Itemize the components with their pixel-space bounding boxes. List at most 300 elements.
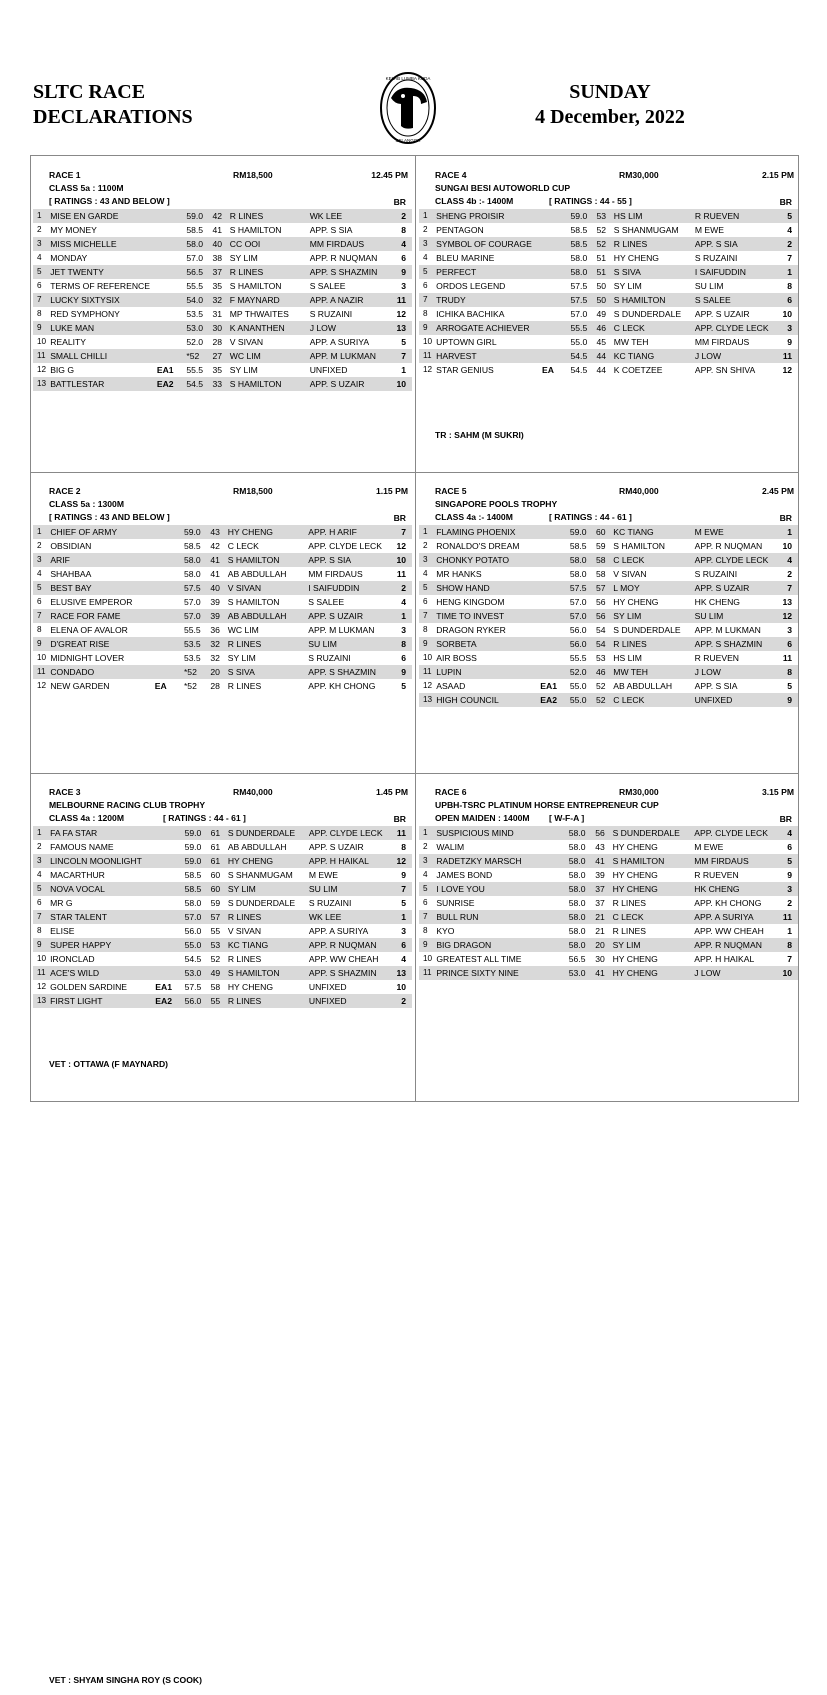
trainer: R LINES	[224, 994, 309, 1008]
runner-row	[419, 924, 798, 938]
runner-number: 12	[37, 365, 47, 374]
jockey: APP. S UZAIR	[694, 309, 750, 319]
barrier: 8	[773, 938, 798, 952]
rating: 43	[210, 525, 223, 539]
weight: 57.0	[570, 609, 596, 623]
entry-tag	[155, 854, 184, 868]
rating: 60	[211, 882, 224, 896]
jockey: WK LEE	[310, 209, 388, 223]
barrier: 6	[774, 293, 798, 307]
trainer: R LINES	[610, 237, 695, 251]
runner-number: 9	[419, 321, 436, 335]
weight: 58.0	[184, 553, 210, 567]
horse-name: GOLDEN SARDINE	[50, 982, 128, 992]
jockey: R RUEVEN	[695, 209, 774, 223]
runner-number: 5	[419, 882, 436, 896]
trainer: S HAMILTON	[226, 377, 310, 391]
barrier: 1	[401, 365, 406, 375]
runner-row	[33, 637, 412, 651]
runner-number: 6	[37, 898, 42, 907]
horse-name: ELUSIVE EMPEROR	[50, 597, 133, 607]
horse-name: ARROGATE ACHIEVER	[436, 321, 542, 335]
rating: 61	[211, 826, 224, 840]
horse-name: NEW GARDEN	[50, 681, 110, 691]
runner-number: 7	[419, 910, 436, 924]
weight: 52.0	[570, 665, 596, 679]
trainer: KC TIANG	[224, 938, 309, 952]
runner-number: 10	[37, 954, 47, 963]
race-class-row	[419, 812, 798, 825]
horse-name: LUCKY SIXTYSIX	[50, 293, 157, 307]
entry-tag	[542, 251, 571, 265]
rating: 40	[213, 237, 226, 251]
runner-row	[33, 349, 412, 363]
entry-tag	[542, 293, 571, 307]
trainer: MW TEH	[609, 665, 694, 679]
horse-name: MR HANKS	[436, 569, 482, 579]
runner-number: 6	[423, 597, 428, 606]
horse-name: SHAHBAA	[50, 569, 92, 579]
horse-name: I LOVE YOU	[436, 882, 541, 896]
rating: 51	[596, 253, 607, 263]
runner-row	[33, 826, 412, 840]
weight: 55.0	[570, 693, 596, 707]
weight: 59.0	[185, 854, 211, 868]
trainer: V SIVAN	[229, 337, 264, 347]
trainer: KC TIANG	[609, 525, 694, 539]
jockey: APP. S UZAIR	[695, 581, 774, 595]
rating: 41	[210, 569, 220, 579]
race-date-value: 4 December, 2022	[535, 106, 685, 128]
rating: 41	[212, 225, 223, 235]
entry-tag	[540, 553, 570, 567]
rating: 49	[596, 309, 607, 319]
entry-tag	[541, 896, 569, 910]
barrier: 5	[401, 898, 406, 908]
trainer: HY CHENG	[224, 525, 309, 539]
trainer: AB ABDULLAH	[613, 681, 673, 691]
rating: 53	[211, 938, 224, 952]
horse-name: SUNRISE	[436, 898, 475, 908]
entry-tag	[155, 896, 184, 910]
runner-number: 11	[419, 966, 436, 980]
entry-tag	[541, 952, 569, 966]
runner-row	[33, 307, 412, 321]
jockey: APP. M LUKMAN	[310, 349, 388, 363]
race-time: 2.15 PM	[761, 170, 794, 180]
runner-row	[33, 679, 412, 693]
runner-number: 5	[33, 581, 50, 595]
weight: 58.0	[569, 938, 595, 952]
entry-tag	[540, 623, 570, 637]
trainer: R LINES	[612, 898, 646, 908]
trainer: S DUNDERDALE	[613, 625, 681, 635]
trainer: CC OOI	[226, 237, 310, 251]
horse-name: UPTOWN GIRL	[436, 337, 497, 347]
barrier: 11	[773, 910, 798, 924]
jockey: S SALEE	[695, 293, 774, 307]
rating: 32	[210, 637, 223, 651]
barrier: 7	[774, 581, 798, 595]
runner-number: 3	[33, 237, 50, 251]
trainer: S HAMILTON	[229, 225, 282, 235]
horse-name: HIGH COUNCIL	[436, 693, 540, 707]
runners-table	[33, 525, 412, 693]
race-header	[33, 484, 412, 498]
rating: 55	[210, 926, 221, 936]
weight: 57.0	[184, 609, 210, 623]
rating: 20	[595, 938, 608, 952]
runner-number: 5	[33, 265, 50, 279]
rating: 35	[212, 281, 223, 291]
race-time: 2.45 PM	[761, 486, 794, 496]
runner-number: 3	[419, 237, 436, 251]
trainer: K COETZEE	[613, 365, 663, 375]
horse-name: RADETZKY MARSCH	[436, 854, 541, 868]
rating: 54	[596, 637, 609, 651]
race-trophy: MELBOURNE RACING CLUB TROPHY	[49, 800, 206, 810]
trainer: SY LIM	[229, 365, 258, 375]
trainer: SY LIM	[227, 653, 256, 663]
runner-number: 1	[33, 525, 50, 539]
jockey: I SAIFUDDIN	[308, 581, 387, 595]
trainer: S SIVA	[610, 265, 695, 279]
runner-number: 6	[423, 281, 428, 290]
trainer: S HAMILTON	[229, 281, 282, 291]
horse-name: ELENA OF AVALOR	[50, 625, 128, 635]
runner-row	[419, 665, 798, 679]
trainer: V SIVAN	[227, 926, 262, 936]
rating: 56	[595, 826, 608, 840]
trainer: HY CHENG	[612, 870, 658, 880]
entry-tag: EA2	[155, 994, 184, 1008]
jockey: SU LIM	[695, 609, 774, 623]
rating: 43	[595, 842, 605, 852]
jockey: SU LIM	[309, 882, 388, 896]
trainer: AB ABDULLAH	[227, 569, 287, 579]
trainer: C LECK	[609, 693, 694, 707]
jockey: S SALEE	[308, 597, 345, 607]
trainer: SY LIM	[224, 882, 309, 896]
jockey: APP. CLYDE LECK	[309, 826, 388, 840]
rating: 61	[210, 842, 221, 852]
jockey: UNFIXED	[309, 365, 348, 375]
runner-row	[419, 693, 798, 707]
weight: 57.5	[570, 581, 596, 595]
jockey: APP. A SURIYA	[309, 337, 370, 347]
rating: 30	[213, 321, 226, 335]
runner-number: 7	[33, 910, 50, 924]
runner-row	[33, 567, 412, 581]
race-ratings-row	[33, 511, 412, 524]
race-header	[419, 785, 798, 799]
weight: 56.0	[185, 994, 211, 1008]
race-trophy: SINGAPORE POOLS TROPHY	[435, 499, 558, 509]
barrier: 7	[388, 882, 412, 896]
rating: 51	[597, 265, 610, 279]
entry-tag	[541, 840, 569, 854]
horse-name: SHENG PROISIR	[436, 209, 542, 223]
runner-number: 10	[423, 337, 433, 346]
club-logo	[377, 68, 439, 148]
jockey: APP. KH CHONG	[694, 898, 762, 908]
runner-row	[419, 938, 798, 952]
runner-row	[419, 595, 798, 609]
runner-row	[419, 307, 798, 321]
runner-row	[419, 840, 798, 854]
rating: 58	[596, 553, 609, 567]
rating: 44	[596, 365, 607, 375]
entry-tag	[157, 349, 187, 363]
jockey: SU LIM	[308, 637, 387, 651]
race-ratings-row	[33, 195, 412, 208]
barrier: 10	[782, 541, 792, 551]
weight: 58.0	[569, 826, 595, 840]
barrier-header: BR	[779, 513, 792, 523]
jockey: UNFIXED	[695, 693, 774, 707]
runner-row	[33, 868, 412, 882]
horse-name: BATTLESTAR	[50, 377, 157, 391]
weight: 56.0	[570, 637, 596, 651]
rating: 57	[211, 910, 224, 924]
runner-number: 3	[33, 854, 50, 868]
trainer: R LINES	[227, 681, 262, 691]
barrier: 2	[774, 237, 798, 251]
runner-row	[33, 539, 412, 553]
runner-row	[33, 966, 412, 980]
trainer: S HAMILTON	[610, 293, 695, 307]
trainer: HY CHENG	[227, 982, 274, 992]
rating: 46	[597, 321, 610, 335]
rating: 50	[597, 293, 610, 307]
entry-tag	[541, 910, 569, 924]
rating: 30	[595, 954, 605, 964]
trainer: HY CHENG	[609, 966, 695, 980]
rating: 44	[597, 349, 610, 363]
race-class: CLASS 4a :- 1400M	[435, 512, 513, 522]
runner-number: 13	[419, 693, 436, 707]
entry-tag	[541, 826, 569, 840]
runner-row	[419, 826, 798, 840]
jockey: APP. M LUKMAN	[308, 625, 375, 635]
rating: 58	[596, 569, 606, 579]
title-line-1: SLTC RACE	[33, 81, 146, 103]
horse-name: ASAAD	[436, 681, 466, 691]
jockey: S RUZAINI	[694, 253, 738, 263]
runner-row	[33, 525, 412, 539]
jockey: APP. CLYDE LECK	[308, 541, 382, 551]
jockey: APP. S SIA	[309, 225, 353, 235]
race-block	[419, 785, 798, 1695]
race-prize: RM30,000	[619, 170, 659, 180]
rating: 42	[210, 541, 220, 551]
rating: 45	[596, 337, 607, 347]
entry-tag	[541, 868, 569, 882]
entry-tag: EA1	[155, 982, 172, 992]
runner-row	[419, 854, 798, 868]
trainer: HY CHENG	[609, 882, 695, 896]
horse-name: TRUDY	[436, 293, 542, 307]
horse-name: MISS MICHELLE	[50, 237, 157, 251]
barrier: 1	[388, 910, 412, 924]
barrier: 4	[388, 237, 412, 251]
trainer: S HAMILTON	[613, 541, 666, 551]
runner-row	[419, 868, 798, 882]
barrier: 3	[787, 625, 792, 635]
horse-name: RONALDO'S DREAM	[436, 541, 520, 551]
entry-tag	[155, 924, 184, 938]
weight: 59.0	[570, 525, 596, 539]
entry-tag: EA1	[156, 365, 174, 375]
weight: 55.0	[185, 938, 211, 952]
horse-name: CHIEF OF ARMY	[50, 525, 154, 539]
weight: 53.0	[569, 966, 595, 980]
runner-row	[33, 553, 412, 567]
trainer: S HAMILTON	[227, 597, 280, 607]
barrier: 12	[396, 541, 406, 551]
jockey: APP. S UZAIR	[308, 842, 364, 852]
jockey: M EWE	[694, 842, 724, 852]
weight: 56.0	[184, 926, 202, 936]
horse-name: HENG KINGDOM	[436, 597, 505, 607]
race-prize: RM40,000	[619, 486, 659, 496]
runner-row	[33, 209, 412, 223]
runner-number: 11	[33, 966, 50, 980]
barrier: 2	[387, 581, 412, 595]
barrier: 3	[401, 926, 406, 936]
horse-name: SUPER HAPPY	[50, 938, 155, 952]
weight: 56.0	[569, 625, 587, 635]
runner-number: 8	[37, 926, 42, 935]
runner-number: 12	[423, 365, 433, 374]
runner-row	[419, 539, 798, 553]
weight: 58.0	[568, 870, 586, 880]
entry-tag	[540, 609, 570, 623]
horse-name: SUSPICIOUS MIND	[436, 826, 541, 840]
trainer: R LINES	[227, 954, 262, 964]
entry-tag	[541, 854, 569, 868]
race-day: SUNDAY	[569, 81, 651, 103]
horse-name: SMALL CHILLI	[50, 349, 157, 363]
trainer: S DUNDERDALE	[609, 826, 695, 840]
runner-number: 2	[37, 842, 42, 851]
runner-row	[419, 279, 798, 293]
trainer: C LECK	[609, 553, 694, 567]
jockey: MM FIRDAUS	[694, 854, 773, 868]
race-time: 1.15 PM	[375, 486, 408, 496]
entry-tag	[155, 840, 184, 854]
runner-row	[33, 293, 412, 307]
barrier: 11	[774, 349, 798, 363]
horse-name: CONDADO	[50, 665, 154, 679]
entry-tag	[541, 882, 569, 896]
runner-row	[419, 223, 798, 237]
barrier: 2	[388, 994, 412, 1008]
jockey: MM FIRDAUS	[694, 337, 750, 347]
runner-number: 12	[423, 681, 433, 690]
runner-number: 11	[33, 349, 50, 363]
runner-row	[419, 651, 798, 665]
rating: 53	[597, 209, 610, 223]
rating: 37	[595, 882, 608, 896]
runner-number: 8	[423, 309, 428, 318]
runner-number: 6	[37, 597, 42, 606]
jockey: WK LEE	[309, 910, 388, 924]
jockey: R RUEVEN	[694, 870, 739, 880]
weight: 58.0	[569, 910, 595, 924]
runner-row	[33, 854, 412, 868]
rating: 31	[212, 309, 223, 319]
weight: 58.0	[570, 553, 596, 567]
jockey: APP. H ARIF	[308, 525, 387, 539]
rating: 37	[595, 898, 605, 908]
rating: 60	[210, 870, 221, 880]
jockey: APP. S UZAIR	[310, 377, 388, 391]
trainer: HY CHENG	[224, 854, 309, 868]
runner-row	[33, 363, 412, 377]
runner-row	[33, 665, 412, 679]
horse-name: FAMOUS NAME	[50, 842, 114, 852]
trainer: SY LIM	[609, 609, 694, 623]
rating: 53	[596, 653, 606, 663]
runner-number: 13	[33, 377, 50, 391]
runner-number: 9	[419, 938, 436, 952]
entry-tag	[155, 525, 184, 539]
runner-number: 7	[419, 293, 436, 307]
runner-number: 2	[37, 225, 42, 234]
barrier-header: BR	[779, 814, 792, 824]
entry-tag	[157, 251, 187, 265]
barrier: 13	[782, 597, 792, 607]
jockey: APP. S SHAZMIN	[309, 966, 388, 980]
jockey: APP. S SIA	[695, 237, 774, 251]
runner-number: 1	[33, 209, 50, 223]
entry-tag	[155, 882, 184, 896]
trainer: WC LIM	[227, 625, 259, 635]
rating: 41	[595, 854, 608, 868]
race-header	[419, 484, 798, 498]
runner-number: 1	[419, 525, 436, 539]
jockey: MM FIRDAUS	[308, 569, 363, 579]
runner-row	[419, 525, 798, 539]
barrier: 3	[401, 281, 406, 291]
horse-name: PRINCE SIXTY NINE	[436, 966, 541, 980]
jockey: APP. H HAIKAL	[694, 954, 755, 964]
weight: 59.0	[184, 842, 202, 852]
race-class-row	[33, 812, 412, 825]
rating: 39	[210, 609, 223, 623]
rating: 41	[210, 553, 223, 567]
runner-number: 2	[423, 842, 428, 851]
entry-tag	[157, 293, 187, 307]
trainer: AB ABDULLAH	[227, 842, 287, 852]
race-class-row	[419, 195, 798, 208]
trainer: F MAYNARD	[226, 293, 310, 307]
trainer: AB ABDULLAH	[224, 609, 309, 623]
weight: 56.5	[186, 265, 212, 279]
weight: 58.0	[569, 569, 587, 579]
barrier: 7	[388, 349, 412, 363]
runner-number: 2	[423, 225, 428, 234]
barrier: 1	[387, 609, 412, 623]
race-number: RACE 3	[49, 787, 81, 797]
weight: 57.5	[570, 281, 588, 291]
weight: 58.5	[569, 541, 587, 551]
barrier: 2	[787, 569, 792, 579]
horse-name: BLEU MARINE	[436, 253, 495, 263]
race-prize: RM40,000	[233, 787, 273, 797]
barrier: 12	[774, 609, 798, 623]
